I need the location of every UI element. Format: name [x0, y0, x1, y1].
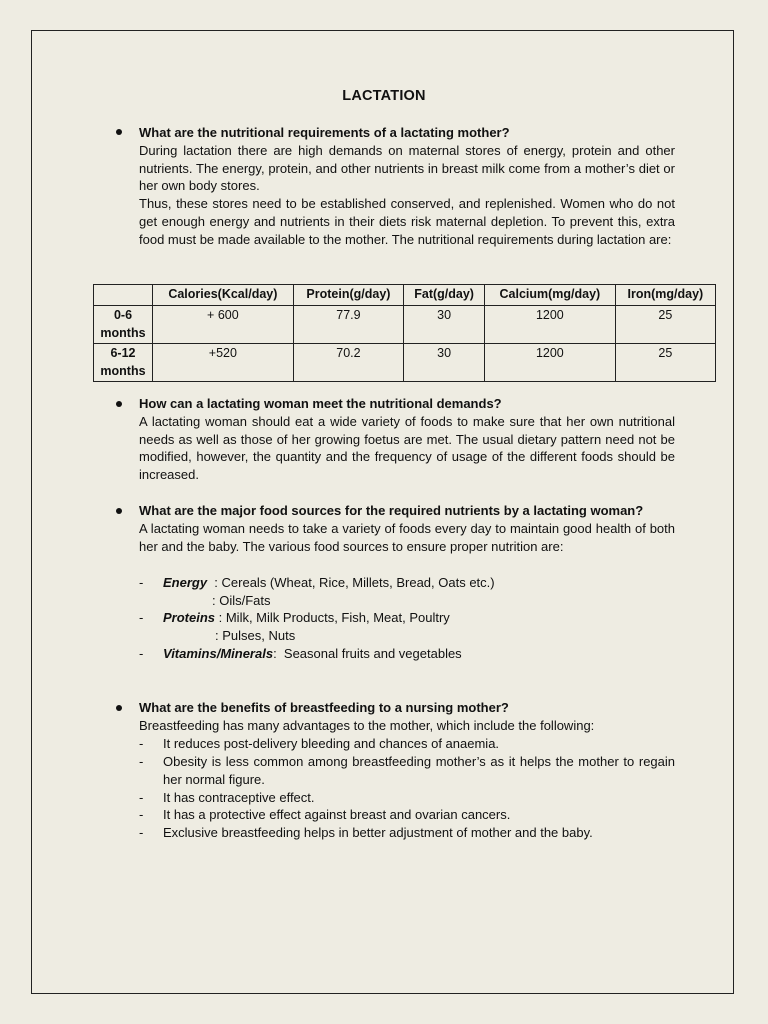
nutrient-label: Proteins	[163, 610, 216, 625]
paragraph: Breastfeeding has many advantages to the mother, which include the following:	[139, 717, 595, 733]
section-meeting-demands	[139, 395, 675, 484]
section-food-sources	[139, 502, 675, 555]
paragraph: A lactating woman should eat a wide variety of foods to make sure that her own nutritional needs as well as those of her growing foetus are met. The usual dietary pattern need not be modified, however, the quantity and the frequency of usage of the different foods should be increased.	[139, 413, 675, 483]
table-header-cell: Fat(g/day)	[404, 285, 485, 306]
paragraph: A lactating woman needs to take a variety of foods every day to maintain good health of both her and the baby. The various food sources to ensure proper nutrition are:	[139, 520, 675, 554]
paragraph: Thus, these stores need to be established conserved, and replenished. Women who do not get enough energy and nutrients in their diets risk maternal depletion. To prevent this, extra food must be made available to the mother. The nutritional requirements during lactation are:	[139, 196, 675, 247]
section-breastfeeding-benefits	[139, 699, 675, 735]
bullet-icon	[116, 508, 122, 514]
dash-marker: -	[139, 610, 144, 625]
food-source-proteins-cont: : Pulses, Nuts	[215, 628, 296, 643]
dash-marker: -	[139, 646, 144, 661]
list-item-text: It has a protective effect against breast and ovarian cancers.	[163, 807, 511, 822]
dash-marker: -	[139, 825, 144, 840]
question-heading: What are the nutritional requirements of a lactating mother?	[139, 125, 510, 140]
question-heading: What are the major food sources for the required nutrients by a lactating woman?	[139, 503, 644, 518]
table-cell: 1200	[485, 306, 616, 344]
food-source-vitamins	[163, 645, 675, 663]
list-item-text: Obesity is less common among breastfeeding mother’s as it helps the mother to regain her normal figure.	[163, 754, 675, 787]
table-row	[94, 306, 716, 344]
question-heading: What are the benefits of breastfeeding to a nursing mother?	[139, 700, 509, 715]
food-list: : Cereals (Wheat, Rice, Millets, Bread, Oats etc.)	[207, 575, 495, 590]
table-cell: +520	[153, 344, 294, 382]
dash-marker: -	[139, 754, 144, 769]
bullet-icon	[116, 705, 122, 711]
table-cell: 0-6 months	[94, 306, 153, 344]
table-cell: 6-12 months	[94, 344, 153, 382]
table-header-cell: Calories(Kcal/day)	[153, 285, 294, 306]
table-header-row	[94, 285, 716, 306]
bullet-icon	[116, 401, 122, 407]
table-header-cell	[94, 285, 153, 306]
list-item	[163, 806, 675, 824]
table-header-cell: Protein(g/day)	[293, 285, 403, 306]
list-item	[163, 753, 675, 789]
list-item	[163, 735, 675, 753]
table-header-cell: Iron(mg/day)	[615, 285, 715, 306]
nutrient-label: Vitamins/Minerals	[163, 646, 274, 661]
table-header-cell: Calcium(mg/day)	[485, 285, 616, 306]
paragraph: During lactation there are high demands on maternal stores of energy, protein and other nutrients. The energy, protein, and other nutrients in breast milk come from a mother’s diet or her own body stores.	[139, 142, 675, 194]
table-cell: 25	[615, 344, 715, 382]
food-list: : Milk, Milk Products, Fish, Meat, Poultry	[215, 610, 450, 625]
food-source-proteins	[163, 609, 675, 627]
list-item-text: Exclusive breastfeeding helps in better adjustment of mother and the baby.	[163, 825, 593, 840]
dash-marker: -	[139, 807, 144, 822]
nutrition-table	[93, 284, 716, 382]
section-nutritional-requirements	[139, 124, 675, 249]
bullet-icon	[116, 129, 122, 135]
nutrient-label: Energy	[163, 575, 208, 590]
table-cell: + 600	[153, 306, 294, 344]
dash-marker: -	[139, 736, 144, 751]
food-source-energy	[163, 574, 675, 592]
list-item	[163, 824, 675, 842]
table-cell: 30	[404, 344, 485, 382]
dash-marker: -	[139, 575, 144, 590]
table-cell: 70.2	[293, 344, 403, 382]
question-heading: How can a lactating woman meet the nutritional demands?	[139, 396, 502, 411]
table-cell: 25	[615, 306, 715, 344]
list-item	[163, 789, 675, 807]
list-item-text: It reduces post-delivery bleeding and chances of anaemia.	[163, 736, 500, 751]
table-cell: 1200	[485, 344, 616, 382]
table-cell: 77.9	[293, 306, 403, 344]
list-item-text: It has contraceptive effect.	[163, 790, 315, 805]
dash-marker: -	[139, 790, 144, 805]
table-row	[94, 344, 716, 382]
table-cell: 30	[404, 306, 485, 344]
food-source-energy-cont: : Oils/Fats	[212, 593, 271, 608]
food-list: : Seasonal fruits and vegetables	[273, 646, 462, 661]
page-title: LACTATION	[342, 88, 426, 104]
